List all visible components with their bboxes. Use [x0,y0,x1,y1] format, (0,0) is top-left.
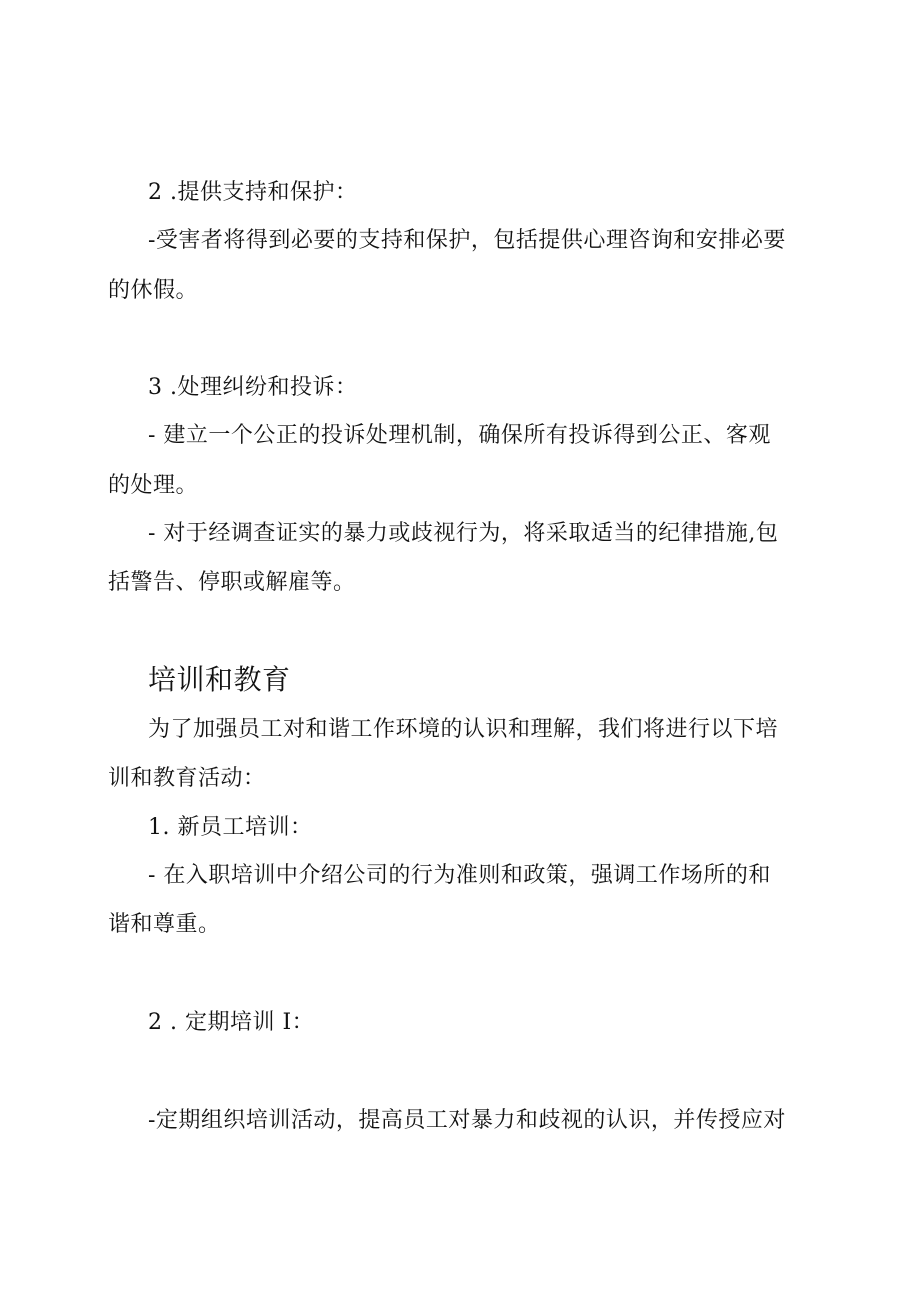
section-support-title: 2 .提供支持和保护： [148,180,358,205]
section-training-item-2-line-1: -定期组织培训活动，提高员工对暴力和歧视的认识，并传授应对 [148,1108,786,1133]
section-disputes-item-1-line-1: - 建立一个公正的投诉处理机制，确保所有投诉得到公正、客观 [148,423,771,448]
section-disputes-item-1-line-2: 的处理。 [108,473,199,498]
section-training-item-1-line-2: 谐和尊重。 [108,912,221,937]
section-disputes-title: 3 .处理纠纷和投诉： [148,375,358,400]
section-support-line-2: 的休假。 [108,278,199,303]
section-training-item-1-title: 1. 新员工培训： [148,815,313,840]
section-training-intro-line-2: 训和教育活动： [108,766,266,791]
section-training-item-2-title: 2 . 定期培训 I： [148,1010,315,1035]
section-training-heading: 培训和教育 [148,663,291,696]
section-support-line-1: -受害者将得到必要的支持和保护，包括提供心理咨询和安排必要 [148,228,786,253]
section-training-item-1-line-1: - 在入职培训中介绍公司的行为准则和政策，强调工作场所的和 [148,863,771,888]
section-disputes-item-2-line-2: 括警告、停职或解雇等。 [108,570,356,595]
section-disputes-item-2-line-1: - 对于经调查证实的暴力或歧视行为，将采取适当的纪律措施,包 [148,521,779,546]
section-training-intro-line-1: 为了加强员工对和谐工作环境的认识和理解，我们将进行以下培 [148,717,779,742]
